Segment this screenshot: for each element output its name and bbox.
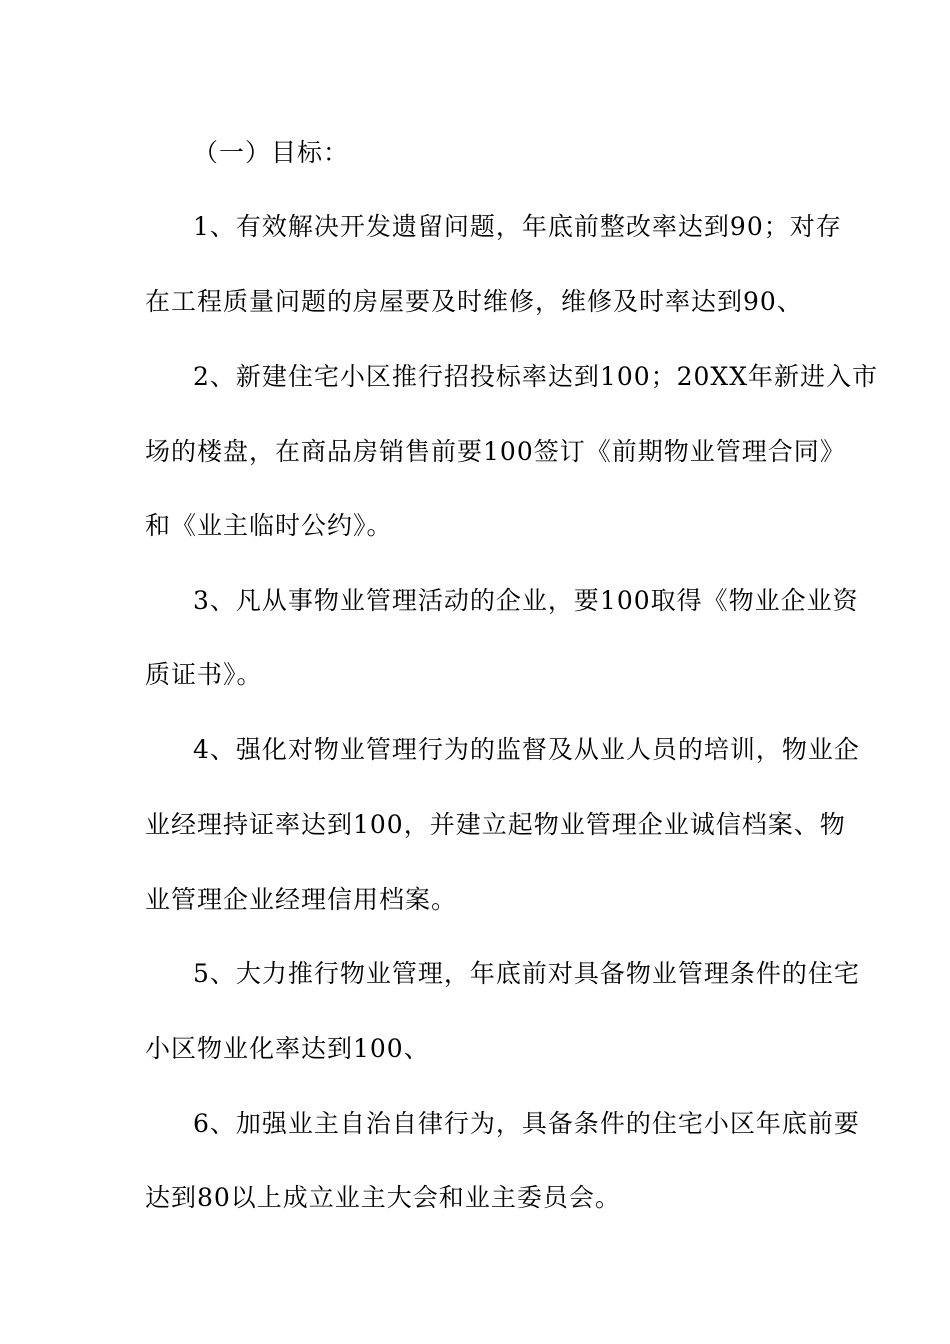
- section-heading: （一）目标：: [193, 138, 350, 167]
- paragraph-5-line-2: 小区物业化率达到100、: [145, 1034, 430, 1063]
- paragraph-6-line-2: 达到80以上成立业主大会和业主委员会。: [145, 1183, 621, 1212]
- paragraph-3-line-1: 3、凡从事物业管理活动的企业，要100取得《物业企业资: [193, 586, 859, 615]
- paragraph-1-line-1: 1、有效解决开发遗留问题，年底前整改率达到90；对存: [193, 212, 842, 241]
- paragraph-5-line-1: 5、大力推行物业管理，年底前对具备物业管理条件的住宅: [193, 959, 860, 988]
- paragraph-2-line-2: 场的楼盘，在商品房销售前要100签订《前期物业管理合同》: [145, 437, 846, 466]
- paragraph-2-line-3: 和《业主临时公约》。: [145, 511, 393, 540]
- paragraph-4-line-3: 业管理企业经理信用档案。: [145, 885, 458, 914]
- paragraph-6-line-1: 6、加强业主自治自律行为，具备条件的住宅小区年底前要: [193, 1109, 860, 1138]
- paragraph-2-line-1: 2、新建住宅小区推行招投标率达到100；20XX年新进入市: [193, 362, 879, 391]
- paragraph-4-line-2: 业经理持证率达到100，并建立起物业管理企业诚信档案、物: [145, 810, 846, 839]
- paragraph-4-line-1: 4、强化对物业管理行为的监督及从业人员的培训，物业企: [193, 735, 860, 764]
- paragraph-3-line-2: 质证书》。: [145, 660, 263, 689]
- paragraph-1-line-2: 在工程质量问题的房屋要及时维修，维修及时率达到90、: [145, 287, 803, 316]
